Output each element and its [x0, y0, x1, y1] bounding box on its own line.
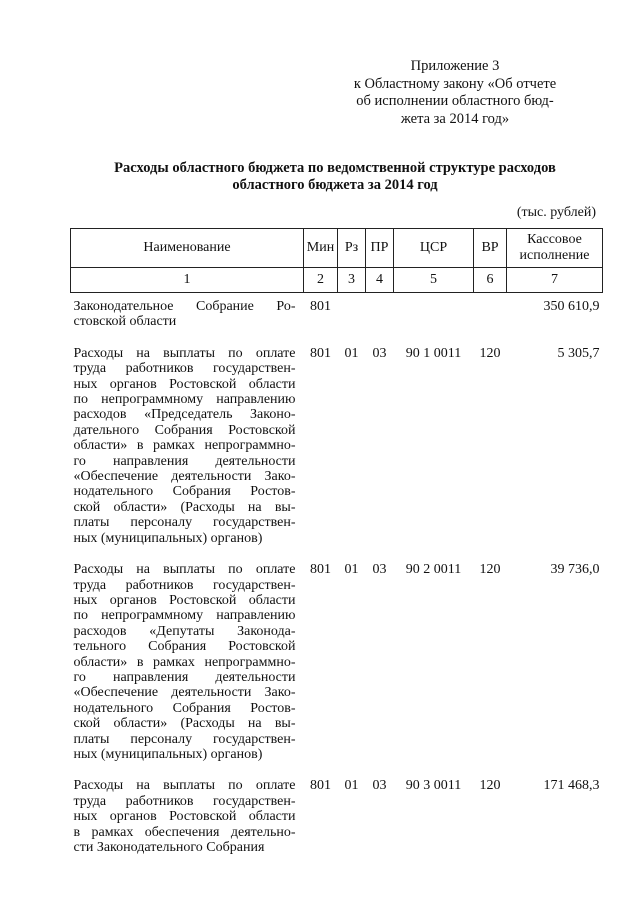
expense-type-code: 120: [479, 562, 501, 578]
header-min: Мин: [304, 229, 338, 268]
expense-name-line: труда работников государствен-: [73, 577, 296, 593]
column-number: 3: [338, 268, 366, 293]
ministry-code: 801: [310, 345, 331, 361]
title-line: областного бюджета за 2014 год: [232, 177, 438, 193]
table-row: [71, 772, 603, 865]
column-number: 7: [507, 268, 603, 293]
expense-name-line: расходов «Председатель Законо-: [73, 407, 296, 423]
section-code: [338, 293, 366, 340]
title-line: Расходы областного бюджета по ведомственной структуре расходов: [114, 160, 556, 176]
header-row: [71, 229, 603, 268]
expense-name-line: го направления деятельности: [73, 453, 296, 469]
expense-name-line: труда работников государствен-: [73, 793, 296, 809]
expense-name-line: Расходы на выплаты по оплате: [73, 345, 296, 361]
expense-name-line: платы персоналу государствен-: [73, 515, 296, 531]
ministry-code: 801: [310, 562, 331, 578]
cash-execution-amount: 171 468,3: [543, 778, 600, 794]
section-code: 01: [344, 562, 359, 578]
expense-name: [71, 556, 304, 772]
table-row: [71, 340, 603, 556]
expense-name-line: «Обеспечение деятельности Зако-: [73, 685, 296, 701]
target-article-code: 90 3 0011: [405, 778, 462, 794]
expense-name-line: сти Законодательного Собрания: [73, 840, 265, 855]
expense-name-line: «Обеспечение деятельности Зако-: [73, 469, 296, 485]
expense-name-line: по непрограммному направлению: [73, 392, 296, 408]
budget-table: [70, 228, 603, 865]
subsection-code: [366, 293, 394, 340]
column-number: 4: [366, 268, 394, 293]
expense-name-line: области» в рамках непрограммно-: [73, 438, 296, 454]
appendix-line: жета за 2014 год»: [400, 110, 510, 127]
expense-name-line: Расходы на выплаты по оплате: [73, 562, 296, 578]
expense-name-line: стовской области: [73, 314, 177, 330]
column-number: 6: [474, 268, 507, 293]
expense-name-line: ской области» (Расходы на вы-: [73, 716, 296, 732]
expense-name-line: го направления деятельности: [73, 669, 296, 685]
appendix-note: [340, 58, 570, 128]
expense-type-code: [474, 293, 507, 340]
header-rz: Рз: [338, 229, 366, 268]
ministry-code: 801: [310, 299, 331, 314]
expense-name-line: ской области» (Расходы на вы-: [73, 499, 296, 515]
cash-execution-amount: 39 736,0: [550, 562, 600, 578]
target-article-code: [394, 293, 474, 340]
target-article-code: 90 2 0011: [405, 562, 462, 578]
subsection-code: 03: [372, 562, 387, 578]
expense-name-line: платы персоналу государствен-: [73, 731, 296, 747]
table-row: [71, 556, 603, 772]
expense-name-line: расходов «Депутаты Законода-: [73, 623, 296, 639]
expense-name-line: в рамках обеспечения деятельно-: [73, 824, 296, 840]
expense-name-line: Расходы на выплаты по оплате: [73, 778, 296, 794]
expense-name-line: тельного Собрания Ростовской: [73, 639, 296, 655]
subsection-code: 03: [372, 778, 387, 794]
column-number-row: [71, 268, 603, 293]
appendix-line: об исполнении областного бюд-: [356, 93, 554, 109]
appendix-line: Приложение 3: [410, 58, 500, 74]
expense-name-line: ных (муниципальных) органов): [73, 530, 263, 546]
expense-name: [71, 772, 304, 865]
expense-type-code: 120: [479, 778, 501, 794]
section-code: 01: [344, 778, 359, 794]
section-code: 01: [344, 345, 359, 361]
expense-name-line: дательного Собрания Ростовской: [73, 422, 296, 438]
units-label: (тыс. рублей): [516, 205, 596, 220]
expense-name-line: ных органов Ростовской области: [73, 809, 296, 825]
expense-type-code: 120: [479, 345, 501, 361]
expense-name-line: нодательного Собрания Ростов-: [73, 700, 296, 716]
header-pr: ПР: [366, 229, 394, 268]
cash-execution-amount: 350 610,9: [543, 299, 600, 314]
table-row: [71, 293, 603, 340]
expense-name: [71, 340, 304, 556]
expense-name-line: Законодательное Собрание Ро-: [73, 299, 296, 314]
header-csr: ЦСР: [394, 229, 474, 268]
column-number: 2: [304, 268, 338, 293]
target-article-code: 90 1 0011: [405, 345, 462, 361]
expense-name-line: ных органов Ростовской области: [73, 592, 296, 608]
header-amount: Кассовое исполнение: [507, 229, 603, 268]
appendix-line: к Областному закону «Об отчете: [353, 75, 557, 92]
ministry-code: 801: [310, 778, 331, 794]
expense-name: [71, 293, 304, 340]
header-name: Наименование: [71, 229, 304, 268]
expense-name-line: по непрограммному направлению: [73, 608, 296, 624]
expense-name-line: ных (муниципальных) органов): [73, 746, 263, 762]
column-number: 5: [394, 268, 474, 293]
subsection-code: 03: [372, 345, 387, 361]
expense-name-line: ных органов Ростовской области: [73, 376, 296, 392]
expense-name-line: области» в рамках непрограммно-: [73, 654, 296, 670]
header-vr: ВР: [474, 229, 507, 268]
expense-name-line: нодательного Собрания Ростов-: [73, 484, 296, 500]
cash-execution-amount: 5 305,7: [557, 345, 600, 361]
expense-name-line: труда работников государствен-: [73, 361, 296, 377]
column-number: 1: [71, 268, 304, 293]
document-title: [70, 160, 600, 194]
